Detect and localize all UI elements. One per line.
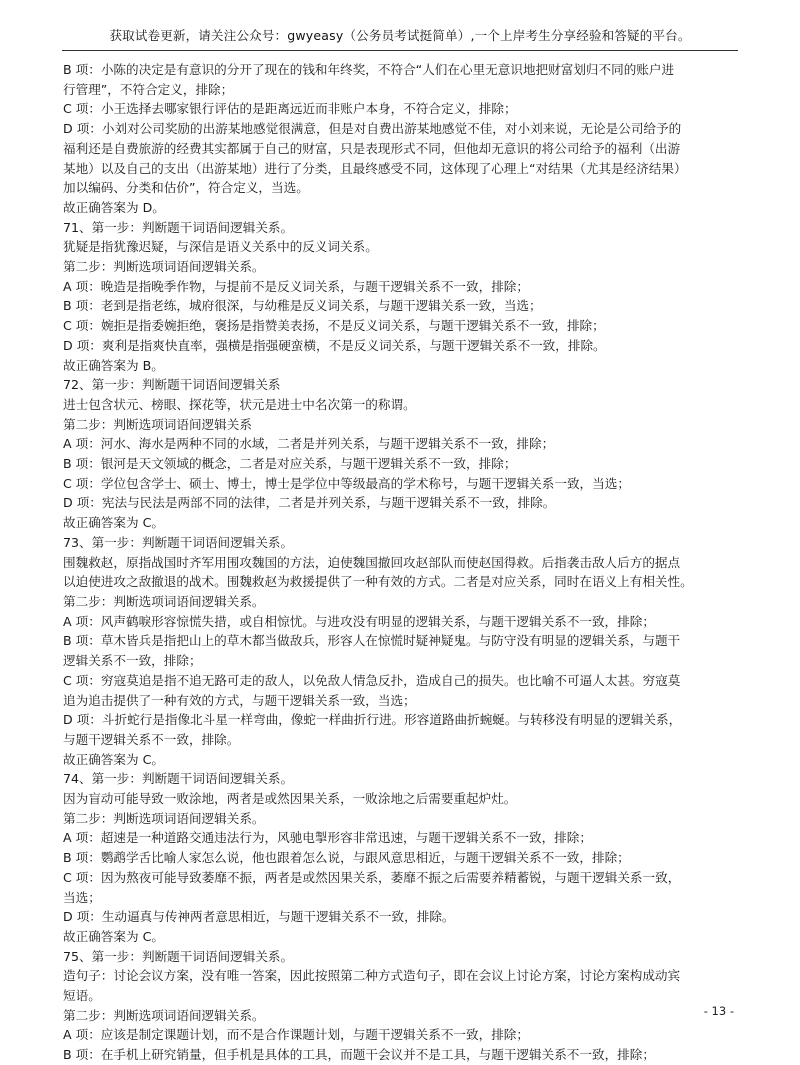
text-line: 故正确答案为 C。 xyxy=(63,515,164,531)
text-line: 当选； xyxy=(63,889,101,905)
text-line: 故正确答案为 C。 xyxy=(63,928,164,944)
text-line: A 项：超速是一种道路交通违法行为，风驰电掣形容非常迅速，与题干逻辑关系不一致，排除； xyxy=(63,830,592,846)
text-line: C 项：婉拒是指委婉拒绝，褒扬是指赞美表扬，不是反义词关系，与题干逻辑关系不一致，排除； xyxy=(63,318,605,334)
text-line: C 项：学位包含学士、硕士、博士，博士是学位中等级最高的学术称号，与题干逻辑关系一致，当选； xyxy=(63,475,630,491)
text-line: D 项：斗折蛇行是指像北斗星一样弯曲，像蛇一样曲折行进。形容道路曲折蜿蜒。与转移没有明显的逻辑关系， xyxy=(63,712,682,728)
text-line: 以迫使进攻之敌撤退的战术。围魏救赵为救援提供了一种有效的方式。二者是对应关系，同时在语义上有相关性。 xyxy=(63,574,693,590)
text-line: B 项：鹦鹉学舌比喻人家怎么说，他也跟着怎么说，与跟风意思相近，与题干逻辑关系不一致，排除； xyxy=(63,850,630,866)
text-line: D 项：宪法与民法是两部不同的法律，二者是并列关系，与题干逻辑关系不一致，排除。 xyxy=(63,495,556,511)
text-line: B 项：在手机上研究销量，但手机是具体的工具，而题干会议并不是工具，与题干逻辑关系不一致，排除； xyxy=(63,1047,655,1063)
text-line: 故正确答案为 C。 xyxy=(63,751,164,767)
text-line: 73、第一步：判断题干词语间逻辑关系。 xyxy=(63,534,294,550)
text-line: 因为盲动可能导致一败涂地，两者是或然因果关系，一败涂地之后需要重起炉灶。 xyxy=(63,791,517,807)
text-line: 进士包含状元、榜眼、探花等，状元是进士中名次第一的称谓。 xyxy=(63,396,416,412)
text-line: B 项：草木皆兵是指把山上的草木都当做敌兵，形容人在惊慌时疑神疑鬼。与防守没有明显的逻辑关系，与题干 xyxy=(63,633,681,649)
text-line: 某地）以及自己的支出（出游某地）进行了分类，且最终感受不同，这体现了心理上“对结果（尤其是经济结果） xyxy=(63,160,687,176)
text-line: C 项：小王选择去哪家银行评估的是距离远近而非账户本身，不符合定义，排除； xyxy=(63,101,517,117)
text-line: 第二步：判断选项词语间逻辑关系。 xyxy=(63,259,265,275)
page-number: - 13 - xyxy=(703,1004,734,1018)
text-line: A 项：河水、海水是两种不同的水域，二者是并列关系，与题干逻辑关系不一致，排除； xyxy=(63,436,555,452)
text-line: 第二步：判断选项词语间逻辑关系。 xyxy=(63,1007,265,1023)
text-line: 福利还是自费旅游的经费其实都属于自己的财富，只是表现形式不同，但他却无意识的将公司给予的福利（出游 xyxy=(63,140,681,156)
header-divider xyxy=(62,50,738,51)
document-body xyxy=(63,60,735,1065)
page-header: 获取试卷更新，请关注公众号：gwyeasy（公务员考试挺简单）,一个上岸考生分享经验和答疑的平台。 xyxy=(109,28,691,43)
text-line: 犹疑是指犹豫迟疑，与深信是语义关系中的反义词关系。 xyxy=(63,239,378,255)
text-line: D 项：生动逼真与传神两者意思相近，与题干逻辑关系不一致，排除。 xyxy=(63,909,455,925)
text-line: 第二步：判断选项词语间逻辑关系 xyxy=(63,416,252,432)
text-line: 71、第一步：判断题干词语间逻辑关系。 xyxy=(63,219,294,235)
text-line: C 项：因为熬夜可能导致萎靡不振，两者是或然因果关系，萎靡不振之后需要养精蓄锐，与题干逻辑关系一致， xyxy=(63,869,681,885)
text-line: B 项：银河是天文领域的概念，二者是对应关系，与题干逻辑关系不一致，排除； xyxy=(63,456,517,472)
text-line: D 项：爽利是指爽快直率，强横是指强硬蛮横，不是反义词关系，与题干逻辑关系不一致，排除。 xyxy=(63,337,606,353)
text-line: 故正确答案为 B。 xyxy=(63,357,164,373)
text-line: C 项：穷寇莫追是指不追无路可走的敌人，以免敌人情急反扑，造成自己的损失。也比喻不可逼人太甚。穷寇莫 xyxy=(63,672,681,688)
text-line: A 项：晚造是指晚季作物，与提前不是反义词关系，与题干逻辑关系不一致，排除； xyxy=(63,278,529,294)
text-line: B 项：小陈的决定是有意识的分开了现在的钱和年终奖，不符合“人们在心里无意识地把财富划归不同的账户进 xyxy=(63,62,675,77)
text-line: 追为追击提供了一种有效的方式，与题干逻辑关系一致，当选； xyxy=(63,692,416,708)
text-line: 第二步：判断选项词语间逻辑关系。 xyxy=(63,593,265,609)
text-line: A 项：风声鹤唳形容惊慌失措，或自相惊忧。与进攻没有明显的逻辑关系，与题干逻辑关系不一致，排除； xyxy=(63,613,655,629)
text-line: 72、第一步：判断题干词语间逻辑关系 xyxy=(63,377,281,393)
text-line: 加以编码、分类和估价”，符合定义，当选。 xyxy=(63,180,309,196)
text-line: 第二步：判断选项词语间逻辑关系。 xyxy=(63,810,265,826)
text-line: B 项：老到是指老练，城府很深，与幼稚是反义词关系，与题干逻辑关系一致，当选； xyxy=(63,298,542,314)
text-line: 故正确答案为 D。 xyxy=(63,199,165,215)
text-line: 行管理”，不符合定义，排除； xyxy=(63,81,234,97)
text-line: 围魏救赵，原指战国时齐军用围攻魏国的方法，迫使魏国撤回攻赵部队而使赵国得救。后指袭击敌人后方的据点 xyxy=(63,554,681,570)
text-line: 74、第一步：判断题干词语间逻辑关系。 xyxy=(63,771,294,787)
text-line: A 项：应该是制定课题计划，而不是合作课题计划，与题干逻辑关系不一致，排除； xyxy=(63,1027,529,1043)
text-line: 75、第一步：判断题干词语间逻辑关系。 xyxy=(63,948,294,964)
text-line: 短语。 xyxy=(63,988,101,1004)
text-line: 与题干逻辑关系不一致，排除。 xyxy=(63,731,240,747)
text-line: D 项：小刘对公司奖励的出游某地感觉很满意，但是对自费出游某地感觉不佳，对小刘来说，无论是公司给予的 xyxy=(63,121,682,137)
text-line: 逻辑关系不一致，排除； xyxy=(63,653,202,669)
text-line: 造句子：讨论会议方案，没有唯一答案，因此按照第二种方式造句子，即在会议上讨论方案，讨论方案构成动宾 xyxy=(63,968,681,984)
